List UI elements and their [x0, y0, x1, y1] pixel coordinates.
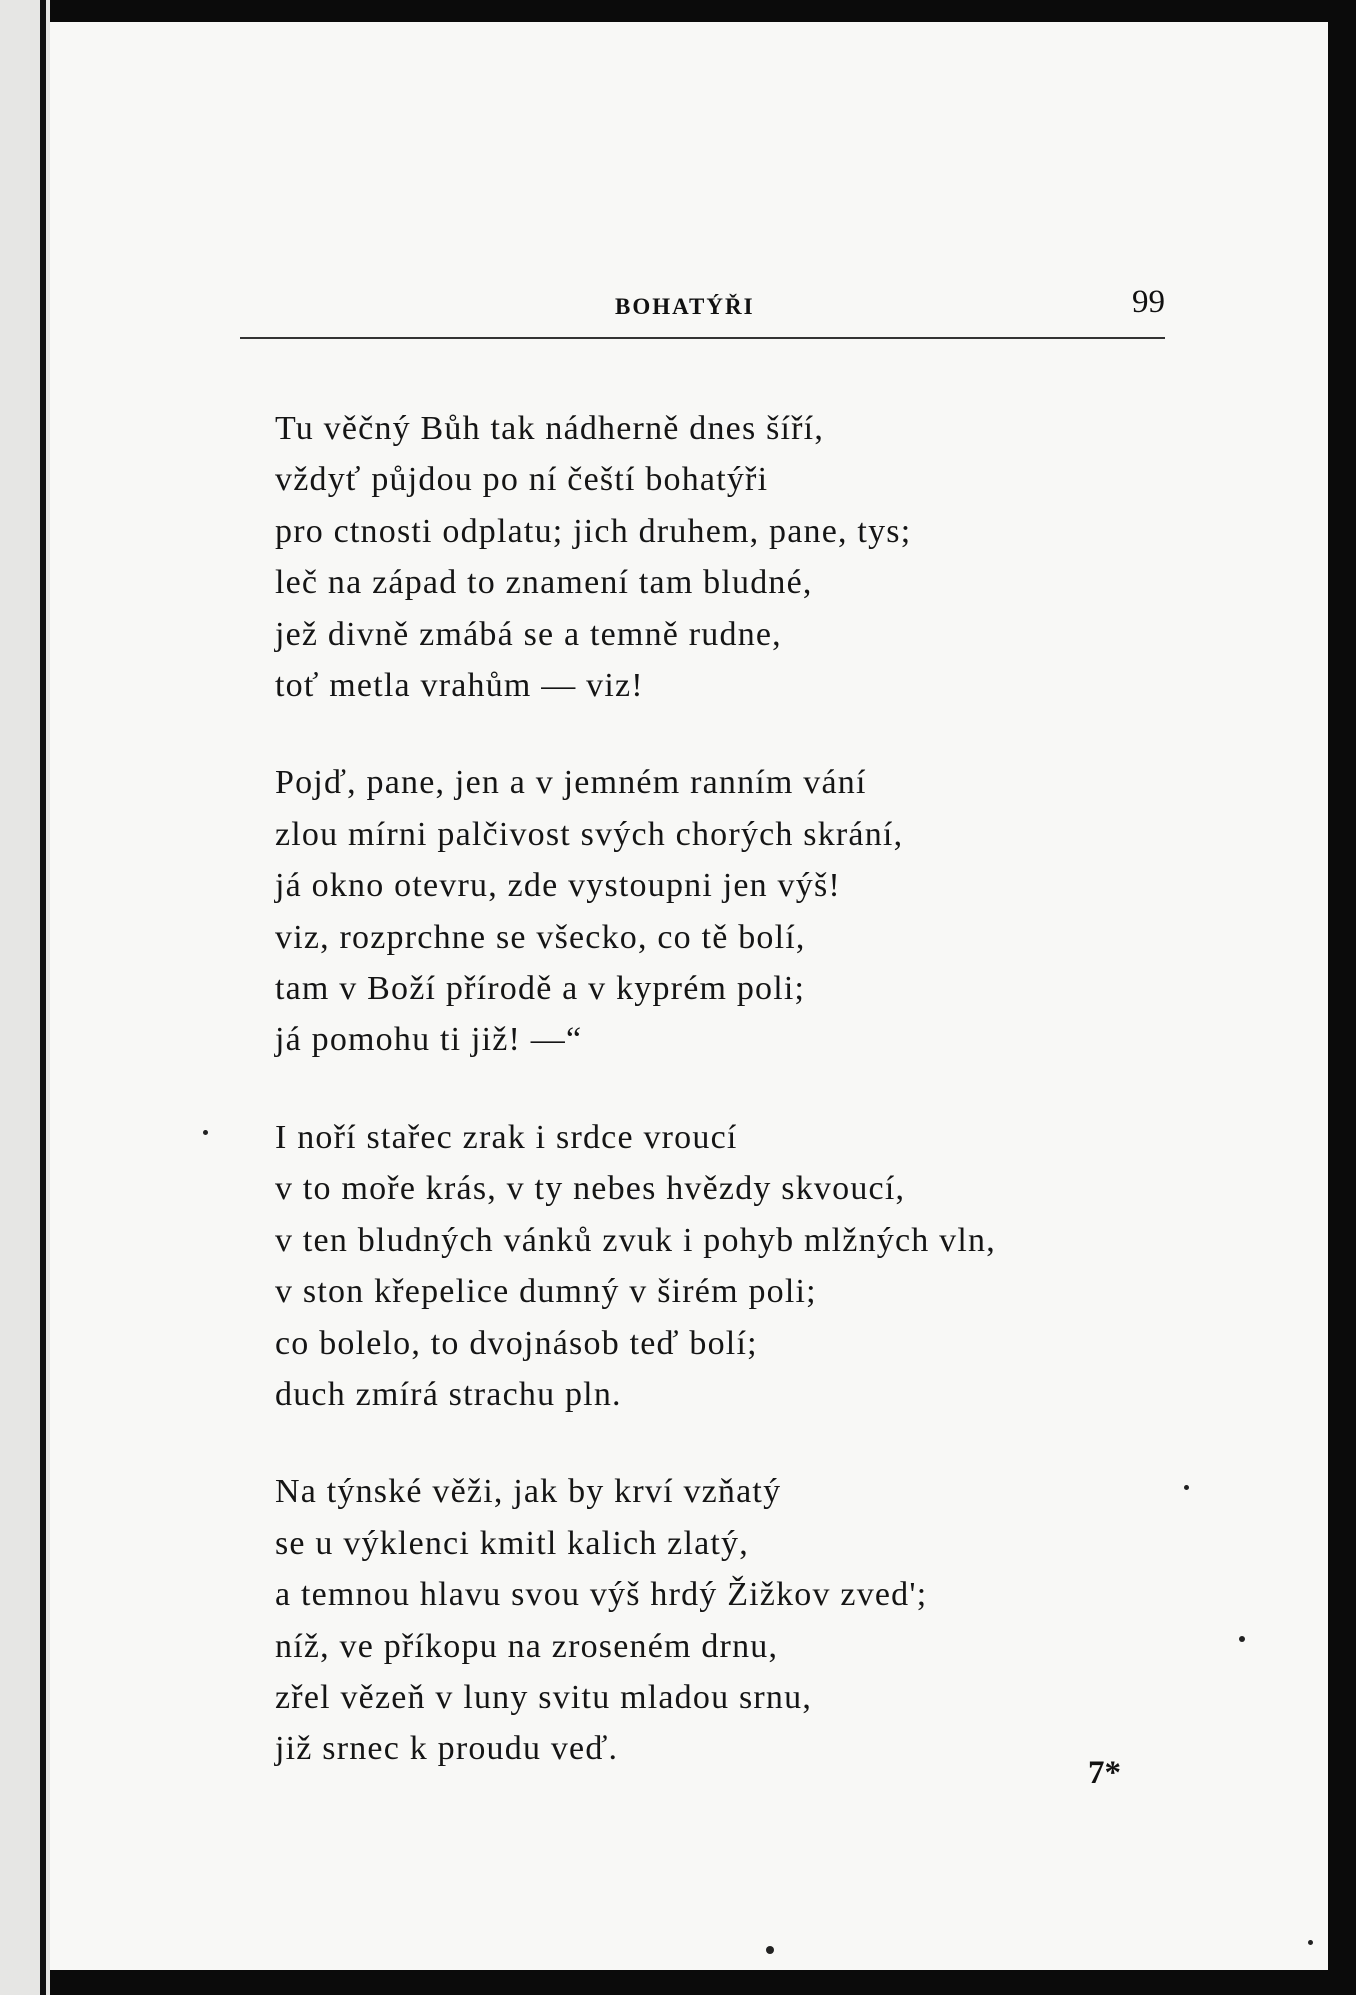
verse-line: I noří stařec zrak i srdce vroucí: [275, 1118, 738, 1156]
verse-line: v ston křepelice dumný v širém poli;: [275, 1273, 817, 1311]
running-header: [240, 284, 1165, 324]
stanza: [275, 757, 1175, 1065]
verse-line: jež divně zmábá se a temně rudne,: [275, 615, 782, 653]
verse-line: a temnou hlavu svou výš hrdý Žižkov zved';: [275, 1576, 928, 1614]
verse-line: se u výklenci kmitl kalich zlatý,: [275, 1524, 749, 1562]
stanza: [275, 1466, 1175, 1774]
verse-line: zřel vězeň v luny svitu mladou srnu,: [275, 1678, 813, 1716]
verse-line: duch zmírá strachu pln.: [275, 1375, 622, 1413]
print-speck: [1239, 1636, 1245, 1642]
verse-line: níž, ve příkopu na zroseném drnu,: [275, 1627, 779, 1665]
verse-line: Tu věčný Bůh tak nádherně dnes šíří,: [275, 410, 825, 447]
verse-line: Na týnské věži, jak by krví vzňatý: [275, 1473, 782, 1511]
verse-line: vždyť půjdou po ní čeští bohatýři: [275, 461, 769, 499]
header-rule: [240, 337, 1165, 339]
verse-line: já pomohu ti již! —“: [275, 1021, 583, 1059]
stanza: [275, 1112, 1175, 1420]
verse-line: toť metla vrahům — viz!: [275, 667, 644, 705]
poem-body: [275, 403, 1175, 1821]
verse-line: již srnec k proudu veď.: [275, 1730, 619, 1768]
print-speck: [1184, 1485, 1189, 1490]
signature-mark: 7*: [1088, 1755, 1121, 1791]
verse-line: co bolelo, to dvojnásob teď bolí;: [275, 1324, 758, 1362]
print-speck: [766, 1946, 774, 1954]
verse-line: tam v Boží přírodě a v kyprém poli;: [275, 970, 806, 1008]
verse-line: v to moře krás, v ty nebes hvězdy skvoucí,: [275, 1170, 906, 1208]
running-title: BOHATÝŘI: [615, 294, 755, 319]
verse-line: já okno otevru, zde vystoupni jen výš!: [275, 867, 841, 905]
print-speck: [1308, 1940, 1313, 1945]
verse-line: v ten bludných vánků zvuk i pohyb mlžných vln,: [275, 1221, 996, 1259]
verse-line: viz, rozprchne se všecko, co tě bolí,: [275, 918, 806, 956]
page-number: 99: [1132, 284, 1165, 320]
verse-line: pro ctnosti odplatu; jich druhem, pane, tys;: [275, 512, 912, 550]
binding-edge: [40, 0, 46, 1995]
verse-line: leč na západ to znamení tam bludné,: [275, 564, 813, 602]
stanza: [275, 403, 1175, 711]
print-speck: [203, 1130, 208, 1135]
verse-line: Pojď, pane, jen a v jemném ranním vání: [275, 764, 867, 802]
verse-line: zlou mírni palčivost svých chorých skrání,: [275, 815, 904, 853]
